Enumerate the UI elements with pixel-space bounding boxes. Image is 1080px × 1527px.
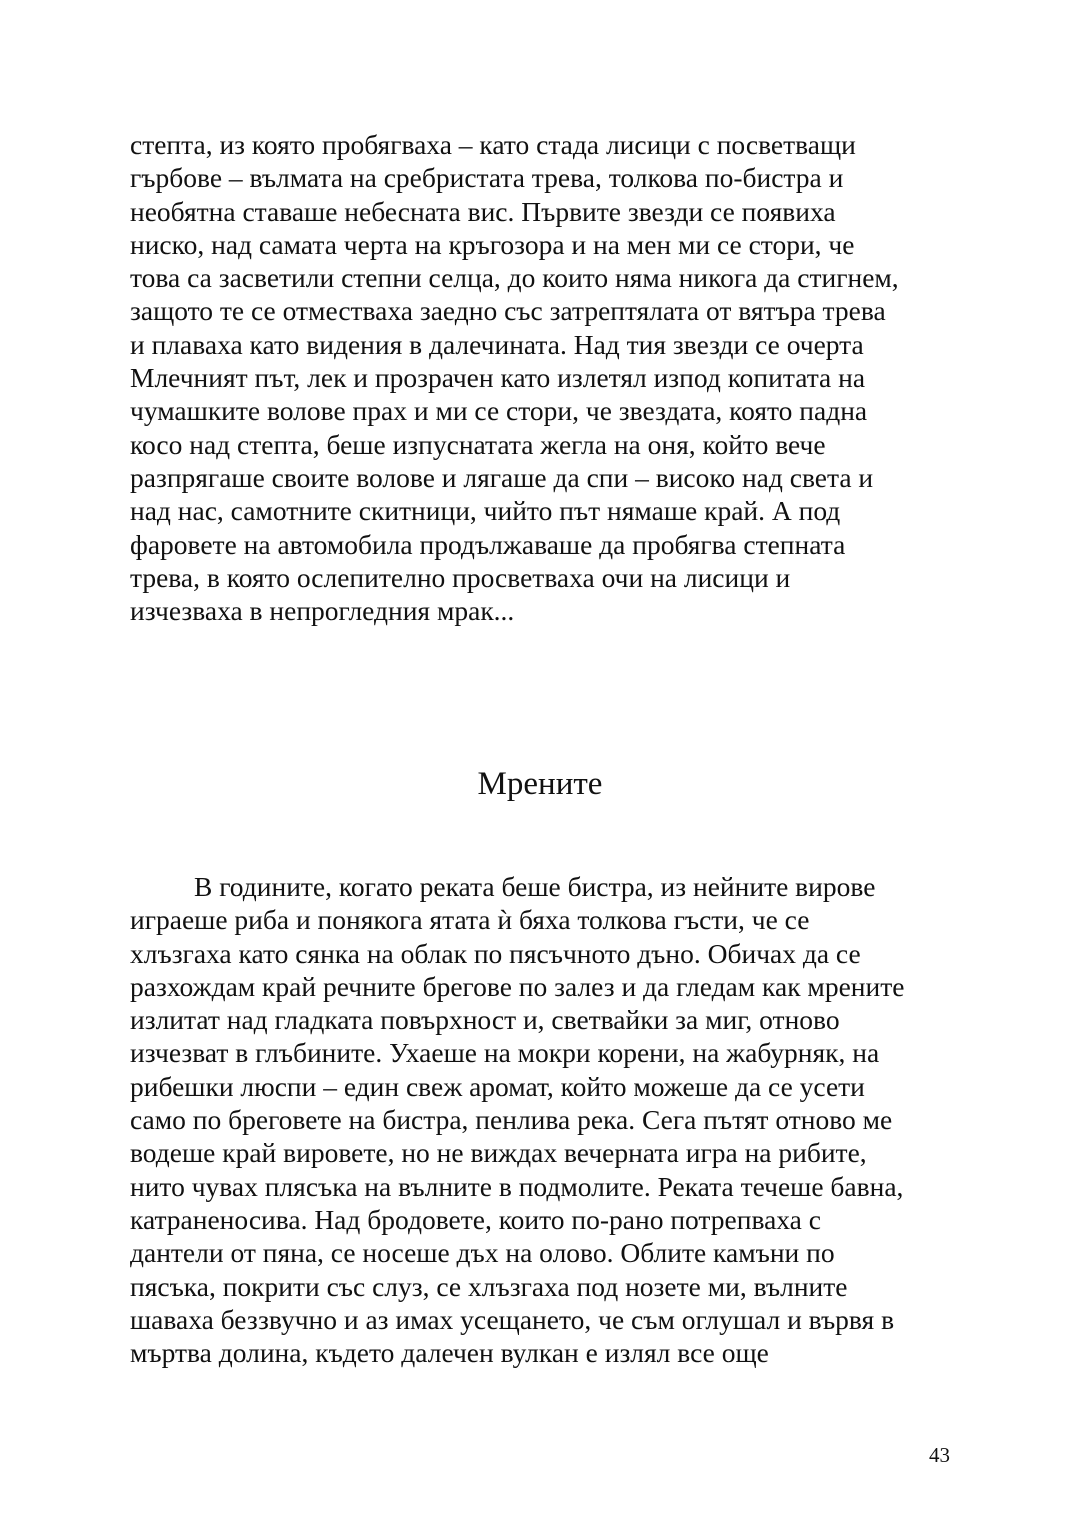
text-line: това са засветили степни селца, до които няма никога да стигнем,	[130, 262, 899, 294]
text-line: изчезваха в непрогледния мрак...	[130, 595, 515, 627]
text-line: трева, в която ослепително просветваха очи на лисици и	[130, 561, 791, 593]
text-line: мъртва долина, където далечен вулкан е излял все още	[130, 1337, 769, 1369]
text-line: защото те се отместваха заедно със затрептялата от вятъра трева	[130, 295, 886, 327]
text-line: шаваха беззвучно и аз имах усещането, че съм оглушал и вървя в	[130, 1303, 895, 1335]
text-line: косо над степта, беше изпуснатата жегла на оня, който вече	[130, 428, 826, 460]
text-line: играеше риба и понякога ятата ѝ бяха толкова гъсти, че се	[130, 904, 810, 936]
text-line: разпрягаше своите волове и лягаше да спи – високо над света и	[130, 461, 874, 493]
text-line: фаровете на автомобила продължаваше да пробягва степната	[130, 528, 846, 560]
page-number: 43	[929, 1443, 950, 1467]
text-line: необятна ставаше небесната вис. Първите звезди се появиха	[130, 195, 836, 227]
text-line: гърбове – вълмата на сребристата трева, толкова по-бистра и	[130, 162, 844, 194]
text-line: хлъзгаха като сянка на облак по пясъчното дъно. Обичах да се	[130, 937, 861, 969]
text-line-first: В годините, когато реката беше бистра, из нейните вирове	[194, 871, 876, 902]
text-line: водеше край вировете, но не виждах вечерната игра на рибите,	[130, 1137, 867, 1169]
text-line: над нас, самотните скитници, чийто път нямаше край. А под	[130, 495, 841, 527]
text-line: излитат над гладката повърхност и, светвайки за миг, отново	[130, 1004, 840, 1036]
text-line: и плаваха като видения в далечината. Над тия звезди се очерта	[130, 328, 864, 360]
text-line: дантели от пяна, се носеше дъх на олово. Облите камъни по	[130, 1237, 835, 1269]
text-line: рибешки люспи – един свеж аромат, който можеше да се усети	[130, 1070, 865, 1102]
text-line: катраненосива. Над бродовете, които по-рано потрепваха с	[130, 1203, 821, 1235]
text-line: ниско, над самата черта на кръгозора и на мен ми се стори, че	[130, 228, 855, 260]
text-line: изчезват в глъбините. Ухаеше на мокри корени, на жабурняк, на	[130, 1037, 880, 1069]
paragraph-steppe	[130, 128, 960, 627]
paragraph-barbels	[130, 870, 960, 1369]
chapter-title: Мрените	[477, 766, 603, 802]
text-line: степта, из която пробягваха – като стада лисици с посветващи	[130, 129, 856, 160]
text-line: Млечният път, лек и прозрачен като излетял изпод копитата на	[130, 362, 866, 394]
text-line: чумашките волове прах и ми се стори, че звездата, която падна	[130, 395, 868, 427]
text-line: разхождам край речните брегове по залез и да гледам как мрените	[130, 970, 905, 1002]
text-line: пясъка, покрити със слуз, се хлъзгаха под нозете ми, вълните	[130, 1270, 848, 1302]
text-line: нито чувах плясъка на вълните в подмолите. Реката течеше бавна,	[130, 1170, 904, 1202]
text-line: само по бреговете на бистра, пенлива река. Сега пътят отново ме	[130, 1104, 893, 1136]
